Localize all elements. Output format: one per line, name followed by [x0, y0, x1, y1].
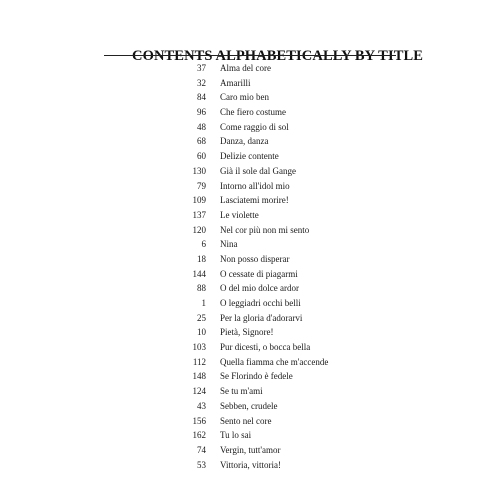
song-title: Vittoria, vittoria! — [220, 459, 281, 470]
list-item — [0, 193, 500, 208]
page-number: 79 — [197, 180, 206, 191]
page-number: 48 — [197, 121, 206, 132]
list-item — [0, 399, 500, 414]
contents-list — [0, 61, 500, 472]
list-item — [0, 120, 500, 135]
page-number: 88 — [197, 283, 206, 294]
list-item — [0, 458, 500, 473]
list-item — [0, 149, 500, 164]
page-number: 18 — [197, 253, 206, 264]
page-number: 60 — [197, 151, 206, 162]
song-title: Per la gloria d'adorarvi — [220, 312, 303, 323]
song-title: Lasciatemi morire! — [220, 195, 289, 206]
song-title: Già il sole dal Gange — [220, 165, 296, 176]
list-item — [0, 369, 500, 384]
page-number: 43 — [197, 400, 206, 411]
list-item — [0, 252, 500, 267]
page-number: 156 — [192, 415, 206, 426]
song-title: Quella fiamma che m'accende — [220, 356, 329, 367]
page-number: 103 — [192, 342, 206, 353]
song-title: Pur dicesti, o bocca bella — [220, 342, 311, 353]
page-number: 148 — [192, 371, 206, 382]
page-number: 74 — [197, 444, 206, 455]
list-item — [0, 414, 500, 429]
page-number: 32 — [197, 77, 206, 88]
page-number: 109 — [192, 195, 206, 206]
song-title: Pietà, Signore! — [220, 327, 274, 338]
list-item — [0, 311, 500, 326]
song-title: Danza, danza — [220, 136, 269, 147]
title-rule — [104, 55, 396, 56]
song-title: Se tu m'ami — [220, 386, 263, 397]
list-item — [0, 267, 500, 282]
song-title: Come raggio di sol — [220, 121, 289, 132]
page-number: 6 — [201, 239, 206, 250]
song-title: O del mio dolce ardor — [220, 283, 299, 294]
page-number: 37 — [197, 63, 206, 73]
page-number: 124 — [192, 386, 206, 397]
song-title: Alma del core — [220, 63, 271, 73]
page-number: 68 — [197, 136, 206, 147]
list-item — [0, 340, 500, 355]
list-item — [0, 428, 500, 443]
list-item — [0, 281, 500, 296]
list-item — [0, 90, 500, 105]
song-title: Nel cor più non mi sento — [220, 224, 310, 235]
list-item — [0, 76, 500, 91]
song-title: Che fiero costume — [220, 107, 286, 118]
list-item — [0, 443, 500, 458]
page-number: 112 — [192, 356, 206, 367]
list-item — [0, 105, 500, 120]
page-number: 53 — [197, 459, 206, 470]
song-title: Non posso disperar — [220, 253, 290, 264]
list-item — [0, 325, 500, 340]
song-title: Le violette — [220, 209, 259, 220]
list-item — [0, 296, 500, 311]
page-number: 120 — [192, 224, 206, 235]
page-number: 130 — [192, 165, 206, 176]
list-item — [0, 134, 500, 149]
song-title: O cessate di piagarmi — [220, 268, 298, 279]
song-title: Se Florindo è fedele — [220, 371, 293, 382]
page-number: 10 — [197, 327, 206, 338]
song-title: Caro mio ben — [220, 92, 269, 103]
song-title: Sento nel core — [220, 415, 272, 426]
page-number: 84 — [197, 92, 206, 103]
song-title: Nina — [220, 239, 238, 250]
list-item — [0, 208, 500, 223]
list-item — [0, 237, 500, 252]
page-title: CONTENTS ALPHABETICALLY BY TITLE — [132, 47, 424, 64]
page-number: 25 — [197, 312, 206, 323]
song-title: Intorno all'idol mio — [220, 180, 290, 191]
page-number: 1 — [201, 298, 206, 308]
list-item — [0, 223, 500, 238]
song-title: Vergin, tutt'amor — [220, 444, 281, 455]
song-title: O leggiadri occhi belli — [220, 298, 301, 308]
song-title: Amarilli — [220, 77, 251, 88]
list-item — [0, 355, 500, 370]
song-title: Sebben, crudele — [220, 400, 278, 411]
song-title: Delizie contente — [220, 151, 279, 162]
list-item — [0, 179, 500, 194]
list-item — [0, 384, 500, 399]
page-number: 144 — [192, 268, 206, 279]
song-title: Tu lo sai — [220, 430, 252, 441]
page-number: 137 — [192, 209, 206, 220]
list-item — [0, 61, 500, 76]
page-number: 162 — [192, 430, 206, 441]
page-number: 96 — [197, 107, 206, 118]
list-item — [0, 164, 500, 179]
